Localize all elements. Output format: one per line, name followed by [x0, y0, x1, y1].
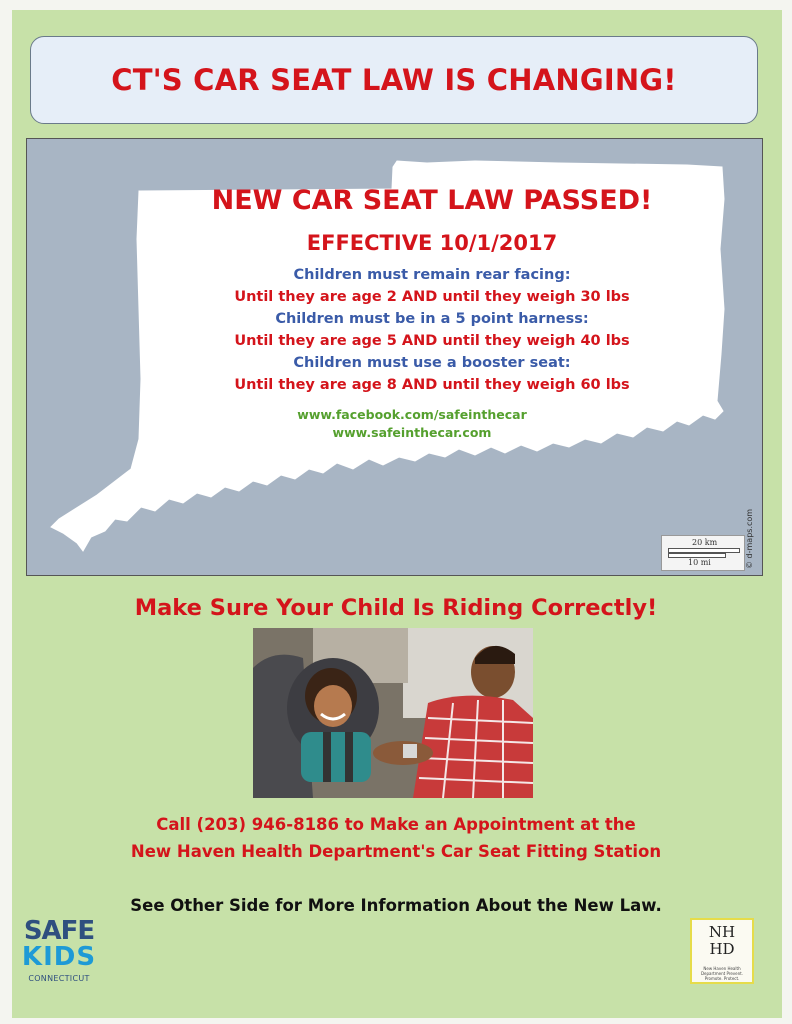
rule-title-rear-facing: Children must remain rear facing:	[293, 267, 571, 283]
law-effective-date: EFFECTIVE 10/1/2017	[306, 231, 558, 255]
car-seat-photo	[253, 628, 533, 798]
law-headline: NEW CAR SEAT LAW PASSED!	[211, 185, 653, 216]
call-line-1: Call (203) 946-8186 to Make an Appointment at the	[156, 815, 636, 834]
facebook-link[interactable]: www.facebook.com/safeinthecar	[297, 407, 527, 422]
nhhd-logo-line2: HD	[709, 940, 735, 958]
map-scale	[661, 535, 745, 571]
map-credit: © d-maps.com	[745, 508, 754, 569]
safe-kids-logo-line3: CONNECTICUT	[28, 974, 90, 983]
ct-map	[26, 138, 763, 576]
other-side-note: See Other Side for More Information About the New Law.	[130, 896, 662, 915]
website-link[interactable]: www.safeinthecar.com	[332, 425, 492, 440]
tagline: Make Sure Your Child Is Riding Correctly!	[134, 595, 658, 621]
title-banner	[30, 36, 758, 124]
nhhd-logo-mark	[692, 924, 752, 958]
rule-detail-rear-facing: Until they are age 2 AND until they weigh 30 lbs	[234, 289, 630, 305]
safe-kids-logo-line1: SAFE	[23, 916, 95, 946]
nhhd-logo	[690, 918, 754, 984]
scale-km-label: 20 km	[692, 538, 718, 547]
rule-detail-booster: Until they are age 8 AND until they weigh 60 lbs	[234, 377, 630, 393]
call-line-2: New Haven Health Department's Car Seat Fitting Station	[130, 842, 662, 861]
nhhd-logo-line1: NH	[708, 923, 736, 941]
rule-title-booster: Children must use a booster seat:	[293, 355, 571, 371]
photo-illustration	[253, 628, 533, 798]
safe-kids-logo-line2: KIDS	[21, 942, 97, 972]
banner-title: CT'S CAR SEAT LAW IS CHANGING!	[111, 63, 677, 97]
rule-detail-harness: Until they are age 5 AND until they weigh 40 lbs	[234, 333, 630, 349]
rule-title-harness: Children must be in a 5 point harness:	[275, 311, 589, 327]
scale-mi-label: 10 mi	[688, 558, 711, 567]
nhhd-logo-caption: New Haven Health Department Prevent. Promote. Protect.	[700, 966, 744, 981]
safe-kids-logo	[20, 916, 98, 986]
